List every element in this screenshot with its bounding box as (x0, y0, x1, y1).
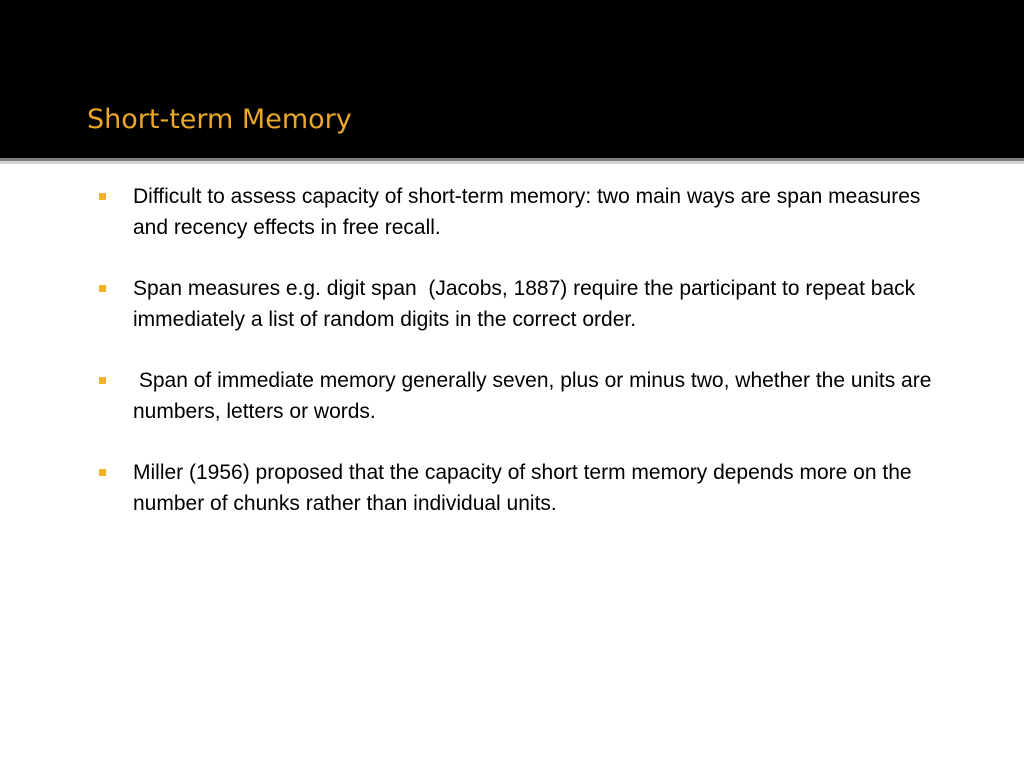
title-bar (0, 0, 1024, 158)
slide-title: Short-term Memory (87, 104, 352, 135)
square-bullet-icon (99, 469, 106, 476)
square-bullet-icon (99, 193, 106, 200)
bullet-list (0, 182, 1024, 550)
square-bullet-icon (99, 285, 106, 292)
bullet-item (0, 458, 1024, 519)
bullet-text: Difficult to assess capacity of short-term memory: two main ways are span measures and recency effects in free recall. (133, 185, 927, 239)
title-divider-shadow (0, 161, 1024, 164)
bullet-text: Span of immediate memory generally seven, plus or minus two, whether the units are numbers, letters or words. (133, 369, 938, 423)
square-bullet-icon (99, 377, 106, 384)
bullet-item (0, 274, 1024, 335)
bullet-item (0, 182, 1024, 243)
bullet-text: Miller (1956) proposed that the capacity of short term memory depends more on the number of chunks rather than individual units. (133, 461, 918, 515)
bullet-text: Span measures e.g. digit span (Jacobs, 1887) require the participant to repeat back immediately a list of random digits in the correct order. (133, 277, 921, 331)
bullet-item (0, 366, 1024, 427)
